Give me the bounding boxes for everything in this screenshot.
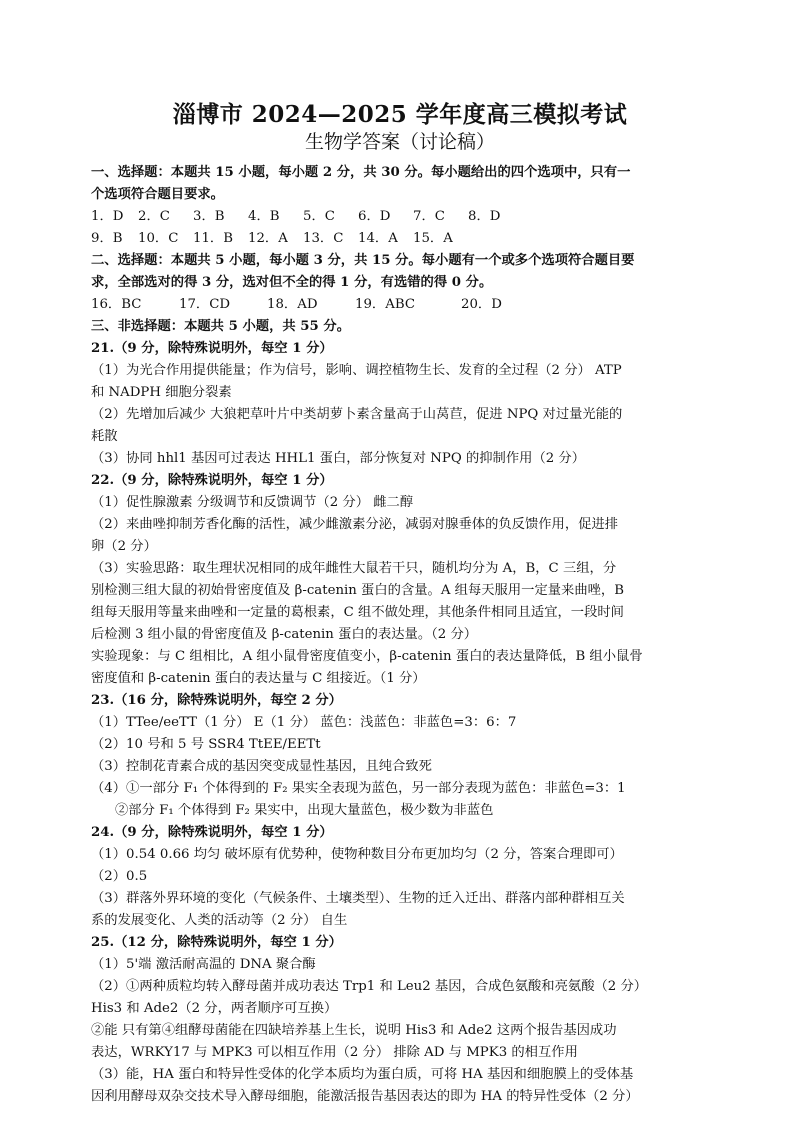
q22-line: （2）来曲唑抑制芳香化酶的活性，减少雌激素分泌，减弱对腺垂体的负反馈作用，促进排 [91, 517, 619, 532]
q25-line: ②能 只有第④组酵母菌能在四缺培养基上生长，说明 His3 和 Ade2 这两个报告基因成功 [91, 1023, 617, 1038]
answer-item: 20．D [461, 297, 502, 312]
q24-line: （1）0.54 0.66 均匀 破坏原有优势种，使物种数目分布更加均匀（2 分，答案合理即可） [91, 847, 623, 862]
answer-item: 8．D [468, 209, 501, 224]
section1-heading-line2: 个选项符合题目要求。 [91, 187, 224, 202]
section2-heading-line2: 求，全部选对的得 3 分，选对但不全的得 1 分，有选错的得 0 分。 [91, 275, 493, 290]
q24-line: （2）0.5 [91, 869, 148, 884]
answer-item: 9．B [91, 231, 123, 246]
q23-heading: 23.（16 分，除特殊说明外，每空 2 分） [91, 693, 342, 708]
answer-item: 10．C [138, 231, 179, 246]
page-title: 淄博市 2024—2025 学年度高三模拟考试 [172, 101, 628, 128]
q23-line: ②部分 F₁ 个体得到 F₂ 果实中，出现大量蓝色，极少数为非蓝色 [115, 803, 494, 818]
section1-heading-line1: 一、选择题：本题共 15 小题，每小题 2 分，共 30 分。每小题给出的四个选项中，只有一 [91, 165, 631, 180]
section2-heading-line1: 二、选择题：本题共 5 小题，每小题 3 分，共 15 分。每小题有一个或多个选项符合题目要 [91, 253, 635, 268]
q24-line: 系的发展变化、人类的活动等（2 分） 自生 [91, 913, 348, 928]
q24-line: （3）群落外界环境的变化（气候条件、土壤类型）、生物的迁入迁出、群落内部种群相互关 [91, 891, 625, 906]
q22-heading: 22.（9 分，除特殊说明外，每空 1 分） [91, 473, 333, 488]
q22-line: 组每天服用等量来曲唑和一定量的葛根素，C 组不做处理，其他条件相同且适宜，一段时间 [91, 605, 624, 620]
q25-line: 因利用酵母双杂交技术导入酵母细胞，能激活报告基因表达的即为 HA 的特异性受体（2 分） [91, 1089, 639, 1104]
answer-item: 11．B [193, 231, 233, 246]
answer-item: 2．C [138, 209, 170, 224]
answer-item: 18．AD [267, 297, 318, 312]
q22-line: 别检测三组大鼠的初始骨密度值及 β-catenin 蛋白的含量。A 组每天服用一定量来曲唑，B [91, 583, 624, 598]
q23-line: （3）控制花青素合成的基因突变成显性基因，且纯合致死 [91, 759, 432, 774]
answer-item: 19．ABC [355, 297, 416, 312]
answer-item: 6．D [358, 209, 391, 224]
q25-heading: 25.（12 分，除特殊说明外，每空 1 分） [91, 935, 342, 950]
answer-item: 16．BC [91, 297, 142, 312]
page-subtitle: 生物学答案（讨论稿） [304, 131, 495, 153]
q23-line: （1）TTee/eeTT（1 分） E（1 分） 蓝色：浅蓝色：非蓝色=3：6：7 [91, 715, 517, 730]
q25-line: （1）5'端 激活耐高温的 DNA 聚合酶 [91, 957, 316, 972]
q23-line: （2）10 号和 5 号 SSR4 TtEE/EETt [91, 737, 321, 752]
q21-line: 和 NADPH 细胞分裂素 [91, 385, 232, 400]
q21-heading: 21.（9 分，除特殊说明外，每空 1 分） [91, 341, 333, 356]
q22-line: 密度值和 β-catenin 蛋白的表达量与 C 组接近。（1 分） [91, 671, 426, 686]
q22-line: （3）实验思路：取生理状况相同的成年雌性大鼠若干只，随机均分为 A，B，C 三组，分 [91, 561, 617, 576]
answer-item: 3．B [193, 209, 225, 224]
answer-item: 5．C [303, 209, 335, 224]
section3-heading: 三、非选择题：本题共 5 小题，共 55 分。 [91, 319, 351, 334]
q22-line: 卵（2 分） [91, 539, 157, 554]
answer-item: 12．A [248, 231, 288, 246]
q25-line: （3）能，HA 蛋白和特异性受体的化学本质均为蛋白质，可将 HA 基因和细胞膜上的受体基 [91, 1067, 634, 1082]
q25-line: His3 和 Ade2（2 分，两者顺序可互换） [91, 1001, 338, 1016]
q25-line: 表达，WRKY17 与 MPK3 可以相互作用（2 分） 排除 AD 与 MPK3 的相互作用 [91, 1045, 578, 1060]
answer-item: 1．D [91, 209, 124, 224]
answer-item: 13．C [303, 231, 344, 246]
q24-heading: 24.（9 分，除特殊说明外，每空 1 分） [91, 825, 333, 840]
answer-item: 4．B [248, 209, 280, 224]
answer-item: 15．A [413, 231, 453, 246]
q21-line: （1）为光合作用提供能量；作为信号，影响、调控植物生长、发育的全过程（2 分） ATP [91, 363, 622, 378]
answer-content [91, 162, 711, 1108]
q21-line: 耗散 [91, 429, 118, 444]
q23-line: （4）①一部分 F₁ 个体得到的 F₂ 果实全表现为蓝色，另一部分表现为蓝色：非蓝色=3：1 [91, 781, 626, 796]
section1-answers-row1 [91, 206, 711, 228]
q21-line: （3）协同 hhl1 基因可过表达 HHL1 蛋白，部分恢复对 NPQ 的抑制作用（2 分） [91, 451, 586, 466]
section2-answers-row [91, 294, 711, 316]
q22-line: （1）促性腺激素 分级调节和反馈调节（2 分） 雌二醇 [91, 495, 414, 510]
q22-line: 实验现象：与 C 组相比，A 组小鼠骨密度值变小，β-catenin 蛋白的表达量降低，B 组小鼠骨 [91, 649, 643, 664]
q25-line: （2）①两种质粒均转入酵母菌并成功表达 Trp1 和 Leu2 基因，合成色氨酸和亮氨酸（2 分） [91, 979, 648, 994]
answer-item: 17．CD [179, 297, 231, 312]
answer-item: 7．C [413, 209, 445, 224]
section1-answers-row2 [91, 228, 711, 250]
q22-line: 后检测 3 组小鼠的骨密度值及 β-catenin 蛋白的表达量。（2 分） [91, 627, 478, 642]
q21-line: （2）先增加后减少 大狼耙草叶片中类胡萝卜素含量高于山莴苣，促进 NPQ 对过量光能的 [91, 407, 623, 422]
answer-item: 14．A [358, 231, 398, 246]
